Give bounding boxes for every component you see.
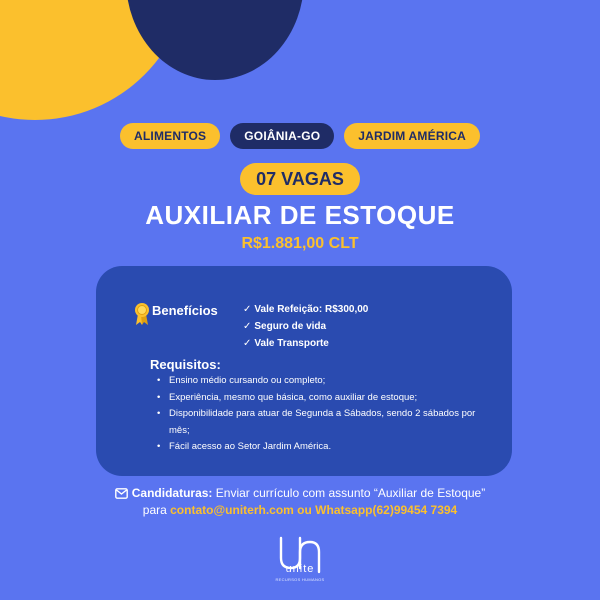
requirement-item: • Ensino médio cursando ou completo; (155, 373, 480, 390)
requirement-item: • Experiência, mesmo que básica, como auxiliar de estoque; (155, 390, 480, 407)
decor-navy-circle (126, 0, 304, 80)
check-icon: ✓ (243, 304, 252, 315)
contact-line-1 (0, 486, 600, 500)
check-icon: ✓ (243, 321, 252, 332)
openings-badge: 07 VAGAS (240, 163, 360, 195)
check-icon: ✓ (243, 338, 252, 349)
benefits-label: Benefícios (152, 303, 218, 318)
benefits-list (243, 301, 368, 352)
award-ribbon-icon (134, 302, 150, 326)
contact-email[interactable]: contato@uniterh.com (170, 503, 294, 517)
tag-category: ALIMENTOS (120, 123, 220, 149)
requirement-item: • Disponibilidade para atuar de Segunda a Sábados, sendo 2 sábados por mês; (155, 406, 480, 439)
contact-text: Enviar currículo com assunto “Auxiliar de Estoque” (212, 486, 486, 500)
benefit-item: ✓ Vale Transporte (243, 338, 329, 349)
job-title: AUXILIAR DE ESTOQUE (145, 200, 455, 230)
contact-whatsapp[interactable]: Whatsapp(62)99454 7394 (315, 503, 458, 517)
logo-wordmark: unite (285, 563, 315, 575)
benefit-item: ✓ Seguro de vida (243, 321, 327, 332)
contact-line-2: para contato@uniterh.com ou Whatsapp(62)99454 7394 (142, 503, 458, 517)
requirement-item: • Fácil acesso ao Setor Jardim América. (155, 439, 480, 456)
tag-city: GOIÂNIA-GO (230, 123, 334, 149)
salary: R$1.881,00 CLT (241, 235, 359, 252)
mail-icon (115, 488, 128, 499)
requirements-title: Requisitos: (150, 357, 221, 372)
tag-row (0, 123, 600, 149)
contact-label: Candidaturas: (131, 486, 213, 500)
benefit-item: ✓ Vale Refeição: R$300,00 (243, 304, 369, 315)
requirements-list (155, 373, 480, 456)
tag-district: JARDIM AMÉRICA (344, 123, 480, 149)
logo-subtitle: RECURSOS HUMANOS (275, 577, 325, 582)
